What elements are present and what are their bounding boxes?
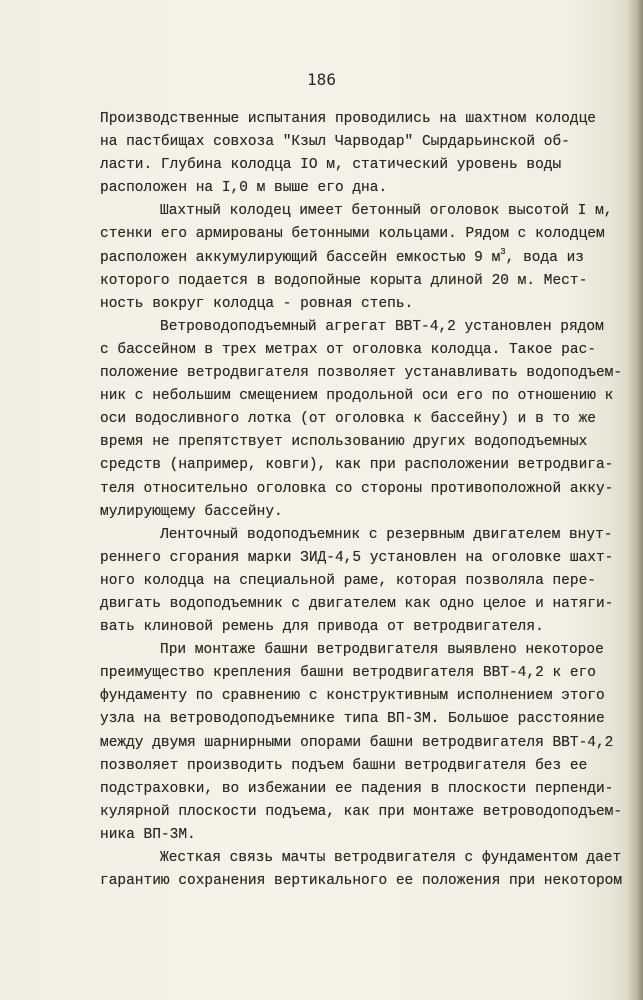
text-line	[100, 570, 620, 593]
text-line-content: средств (например, ковги), как при расположении ветродвига-	[100, 457, 614, 474]
text-line-content: Производственные испытания проводились на шахтном колодце	[100, 111, 596, 127]
text-line	[100, 478, 620, 501]
text-line	[100, 316, 620, 339]
text-line	[100, 847, 620, 870]
text-line	[100, 547, 620, 570]
text-line	[100, 708, 620, 731]
text-line-content: преимущество крепления башни ветродвигателя ВВТ-4,2 к его	[100, 665, 596, 682]
text-line	[100, 247, 620, 270]
text-line-content: фундаменту по сравнению с конструктивным исполнением этого	[100, 688, 605, 705]
text-line	[100, 778, 620, 801]
text-line	[100, 732, 620, 755]
text-line	[100, 108, 620, 131]
text-line	[100, 824, 620, 847]
text-line	[100, 223, 620, 246]
superscript: 3	[500, 246, 506, 257]
text-line	[100, 431, 620, 454]
text-line-content: ность вокруг колодца - ровная степь.	[100, 295, 414, 312]
text-line-content: реннего сгорания марки ЗИД-4,5 установлен на оголовке шахт-	[100, 549, 614, 566]
text-line	[100, 339, 620, 362]
body-text	[100, 108, 623, 893]
text-line-content: Ленточный водоподъемник с резервным двигателем внут-	[160, 526, 613, 543]
text-line-content: ник с небольшим смещением продольной оси его по отношению к	[100, 388, 614, 405]
text-line-content: вать клиновой ремень для привода от ветродвигателя.	[100, 619, 544, 636]
text-line-content: время не препятствует использованию других водоподъемных	[100, 434, 588, 451]
text-line	[100, 200, 620, 223]
text-line-content: узла на ветроводоподъемнике типа ВП-3М. Большое расстояние	[100, 711, 605, 728]
text-line-content: подстраховки, во избежании ее падения в плоскости перпенди-	[100, 780, 614, 797]
text-line	[100, 270, 620, 293]
text-line	[100, 593, 620, 616]
text-line-content: которого подается в водопойные корыта длиной 20 м. Мест-	[100, 272, 588, 289]
text-line	[100, 454, 620, 477]
text-line-content: оси водосливного лотка (от оголовка к бассейну) и в то же	[100, 411, 596, 428]
text-line	[100, 131, 620, 154]
text-line	[100, 755, 620, 778]
text-line	[100, 362, 623, 385]
text-line-content: с бассейном в трех метрах от оголовка колодца. Такое рас-	[100, 341, 596, 358]
text-line-content: расположен на I,0 м выше его дна.	[100, 180, 388, 197]
text-line	[100, 293, 620, 316]
page-number: 186	[307, 70, 336, 89]
text-line	[100, 685, 620, 708]
text-line-content: При монтаже башни ветродвигателя выявлено некоторое	[160, 642, 604, 659]
text-line-content: расположен аккумулирующий бассейн емкостью 9 м	[100, 249, 501, 266]
text-line	[100, 501, 620, 524]
text-line	[100, 662, 620, 685]
text-line	[100, 524, 620, 547]
text-line-content: двигать водоподъемник с двигателем как одно целое и натяги-	[100, 595, 614, 612]
text-line-content: ника ВП-3М.	[100, 826, 196, 843]
text-line	[100, 616, 620, 639]
text-line	[100, 408, 620, 431]
page-edge-shadow	[627, 0, 643, 1000]
text-line-continuation: , вода из	[505, 249, 584, 266]
text-line-content: гарантию сохранения вертикального ее положения при некотором	[100, 873, 623, 890]
text-line-content: Ветроводоподъемный агрегат ВВТ-4,2 установлен рядом	[160, 318, 604, 335]
text-line-content: ласти. Глубина колодца IO м, статический уровень воды	[100, 157, 562, 174]
text-line	[100, 639, 620, 662]
text-line	[100, 801, 623, 824]
text-line-content: на пастбищах совхоза "Кзыл Чарводар" Сырдарьинской об-	[100, 134, 570, 151]
text-line-content: теля относительно оголовка со стороны противоположной акку-	[100, 480, 614, 497]
text-line-content: Жесткая связь мачты ветродвигателя с фундаментом дает	[160, 850, 622, 866]
text-line-content: кулярной плоскости подъема, как при монтаже ветроводоподъем-	[100, 803, 623, 820]
text-line	[100, 385, 620, 408]
text-line-content: положение ветродвигателя позволяет устанавливать водоподъем-	[100, 365, 623, 382]
text-line	[100, 154, 620, 177]
text-line-content: мулирующему бассейну.	[100, 503, 283, 520]
text-line	[100, 870, 623, 893]
text-line-content: Шахтный колодец имеет бетонный оголовок высотой I м,	[160, 203, 613, 220]
text-line	[100, 177, 620, 200]
text-line-content: стенки его армированы бетонными кольцами. Рядом с колодцем	[100, 226, 605, 243]
text-line-content: ного колодца на специальной раме, которая позволяла пере-	[100, 572, 596, 589]
text-line-content: позволяет производить подъем башни ветродвигателя без ее	[100, 757, 588, 774]
text-line-content: между двумя шарнирными опорами башни ветродвигателя ВВТ-4,2	[100, 734, 614, 751]
